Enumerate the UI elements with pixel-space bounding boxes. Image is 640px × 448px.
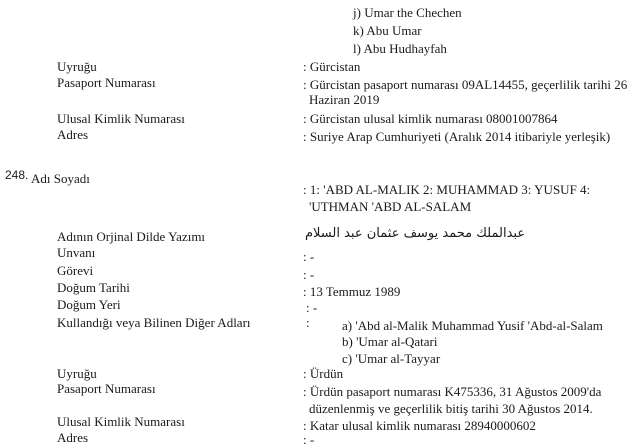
title-value: : - [303,249,315,264]
prev-alias-k: k) Abu Umar [353,23,422,38]
prev-alias-j: j) Umar the Chechen [353,5,462,20]
passport-value-line2: düzenlenmiş ve geçerlilik bitiş tarihi 30 Ağustos 2014. [309,401,593,416]
nationality-label: Uyruğu [57,366,97,381]
prev-national-id-label: Ulusal Kimlik Numarası [57,111,185,126]
prev-passport-value-line1: : Gürcistan pasaport numarası 09AL14455, geçerlilik tarihi 26 [303,77,628,92]
original-script-value: عبدالملك محمد يوسف عثمان عبد السلام [305,226,526,241]
prev-passport-label: Pasaport Numarası [57,75,156,90]
national-id-value: : Katar ulusal kimlik numarası 28940000602 [303,418,536,433]
prev-address-label: Adres [57,127,89,142]
title-label: Unvanı [57,245,96,260]
original-script-label: Adının Orjinal Dilde Yazımı [57,229,206,244]
designation-value: : - [303,267,315,282]
designation-label: Görevi [57,263,94,278]
alias-b: b) 'Umar al-Qatari [342,334,438,349]
prev-national-id-value: : Gürcistan ulusal kimlik numarası 08001007864 [303,111,558,126]
prev-alias-l: l) Abu Hudhayfah [353,41,447,56]
aliases-label: Kullandığı veya Bilinen Diğer Adları [57,315,251,330]
prev-address-value: : Suriye Arap Cumhuriyeti (Aralık 2014 itibariyle yerleşik) [303,129,611,144]
name-value-line1: : 1: 'ABD AL-MALIK 2: MUHAMMAD 3: YUSUF 4: [303,182,591,197]
address-value: : - [303,432,315,447]
dob-label: Doğum Tarihi [57,280,130,295]
national-id-label: Ulusal Kimlik Numarası [57,414,185,429]
name-label: Adı Soyadı [31,171,90,186]
pob-label: Doğum Yeri [57,297,121,312]
aliases-colon: : [306,315,310,330]
address-label: Adres [57,430,89,445]
name-value-line2: 'UTHMAN 'ABD AL-SALAM [309,199,472,214]
prev-nationality-label: Uyruğu [57,59,97,74]
pob-value: : - [306,300,318,315]
prev-nationality-value: : Gürcistan [303,59,361,74]
entry-number: 248. [5,168,29,182]
dob-value: : 13 Temmuz 1989 [303,284,401,299]
nationality-value: : Ürdün [303,366,344,381]
alias-a: a) 'Abd al-Malik Muhammad Yusif 'Abd-al-Salam [342,318,603,333]
passport-value-line1: : Ürdün pasaport numarası K475336, 31 Ağustos 2009'da [303,384,602,399]
alias-c: c) 'Umar al-Tayyar [342,351,441,366]
passport-label: Pasaport Numarası [57,381,156,396]
prev-passport-value-line2: Haziran 2019 [309,92,380,107]
